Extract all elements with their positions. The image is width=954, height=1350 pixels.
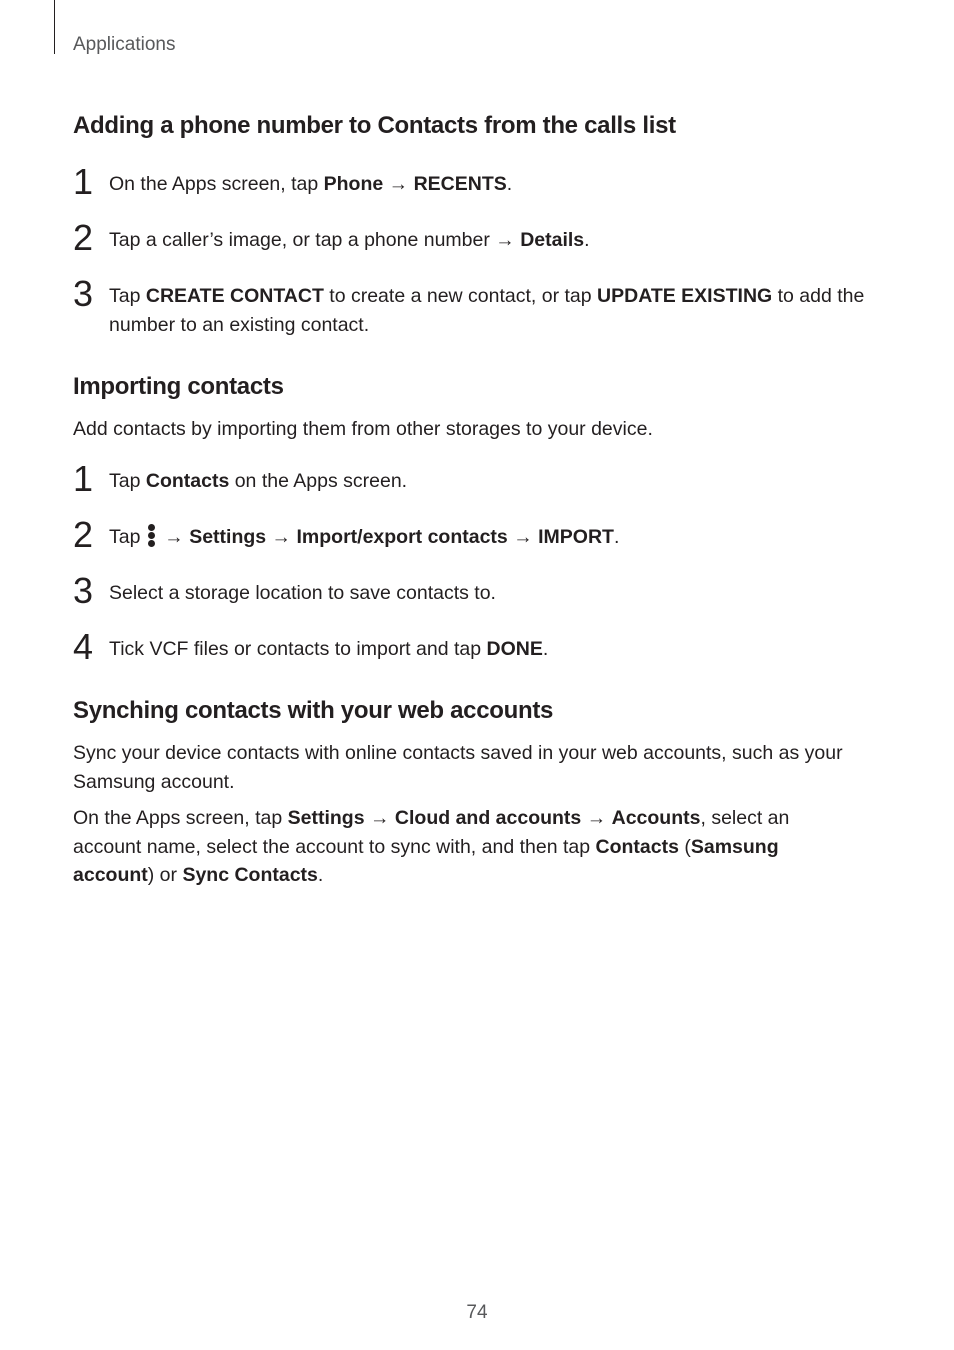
step-text: Tap Contacts on the Apps screen. (109, 470, 408, 492)
step-number: 3 (73, 570, 94, 611)
more-options-icon (147, 524, 156, 548)
syncing-paragraph-2: On the Apps screen, tap Settings → Cloud and accounts → Accounts, select an account name, select the account to sync with, and then tap Contacts (Samsung account) or Sync Contacts. (73, 807, 790, 886)
step-number: 2 (73, 514, 94, 555)
step-text: Tap a caller’s image, or tap a phone number → Details. (109, 229, 590, 251)
header-edge-rule (54, 0, 55, 54)
step-number: 2 (73, 217, 94, 258)
section-title-calls: Adding a phone number to Contacts from the calls list (73, 112, 676, 139)
step-number: 1 (73, 161, 94, 202)
step-text: Tap → Settings → Import/export contacts → IMPORT. (109, 526, 620, 548)
step-number: 3 (73, 273, 94, 314)
running-header: Applications (73, 34, 176, 55)
step-text: Tap CREATE CONTACT to create a new contact, or tap UPDATE EXISTING to add the number to an existing contact. (109, 285, 865, 336)
step-number: 4 (73, 626, 94, 667)
step-text: On the Apps screen, tap Phone → RECENTS. (109, 173, 513, 195)
step-text: Select a storage location to save contacts to. (109, 582, 496, 604)
page-number: 74 (466, 1302, 488, 1323)
step-text: Tick VCF files or contacts to import and tap DONE. (109, 638, 549, 660)
syncing-paragraph-1: Sync your device contacts with online contacts saved in your web accounts, such as your Samsung account. (73, 742, 843, 793)
section-title-syncing: Synching contacts with your web accounts (73, 697, 554, 724)
section-title-importing: Importing contacts (73, 373, 284, 400)
importing-intro: Add contacts by importing them from other storages to your device. (73, 418, 653, 440)
step-number: 1 (73, 458, 94, 499)
